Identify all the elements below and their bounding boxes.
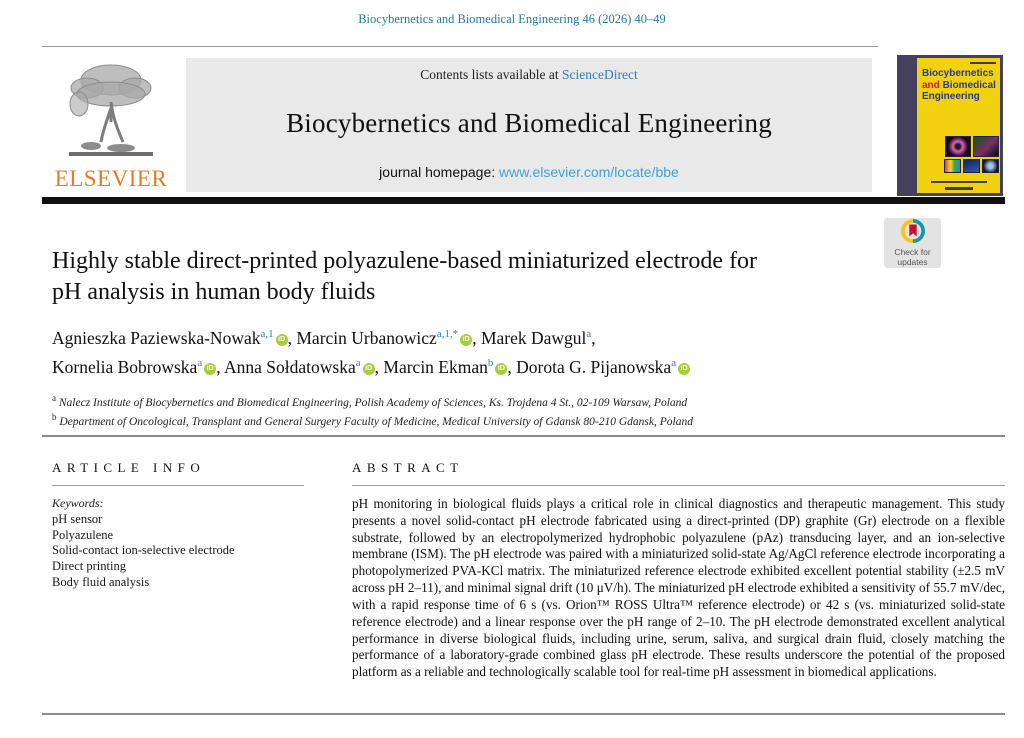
keyword-item: Solid-contact ion-selective electrode (52, 543, 235, 558)
crossmark-icon (901, 219, 925, 248)
journal-cover-front (917, 58, 1000, 193)
contents-line (420, 67, 637, 83)
check-for-updates-badge[interactable] (884, 218, 941, 268)
homepage-prefix: journal homepage: (379, 164, 500, 180)
author-sup: a (197, 357, 203, 370)
cover-image-grid (927, 136, 999, 175)
author-name: Kornelia Bobrowska (52, 357, 198, 378)
author-list (52, 324, 952, 382)
author-line-1: Agnieszka Paziewska-Nowak$^{a,1}$ iD , Marcin Urbanowicz$^{a,1,*}$ iD , Marek Dawgul$^a$, (52, 328, 596, 348)
author-name: Anna Sołdatowska (224, 357, 356, 378)
header-rule (42, 46, 878, 47)
author-name: Marek Dawgul (480, 328, 587, 348)
homepage-url-link[interactable]: www.elsevier.com/locate/bbe (499, 164, 679, 180)
section-divider-rule (42, 435, 1005, 437)
author-name: Agnieszka Paziewska-Nowak (52, 328, 261, 348)
author-sup: a,1,* (436, 328, 459, 341)
cover-publisher-line (945, 187, 973, 190)
footer-rule (42, 713, 1005, 715)
keyword-item: Polyazulene (52, 527, 114, 542)
author-sup: a (355, 357, 361, 370)
cover-thumbnail-scan-image (973, 136, 999, 157)
cover-title: Biocybernetics and Biomedical Engineering (922, 68, 996, 102)
elsevier-logo[interactable] (42, 56, 180, 192)
orcid-icon[interactable]: iD (276, 334, 288, 346)
abstract-rule (352, 485, 1005, 486)
author-sup: a (671, 357, 677, 370)
journal-cover[interactable] (897, 55, 1003, 196)
elsevier-tree-icon (61, 58, 161, 167)
cover-thumbnail-colormap-image (944, 159, 961, 173)
abstract-text: pH monitoring in biological fluids plays a critical role in clinical diagnostics and therapeutic management. This study presents a novel solid-contact pH electrode fabricated using a direct-printed (DP) graphite (Gr) electrode on a flexible substrate, followed by an electropolymerized hydrophobic polyazulene (pAz) transducing layer, and an ion-selective membrane (ISM). The pH electrode was paired with a miniaturized solid-state Ag/AgCl reference electrode incorporating a photopolymerized PVA-KCl matrix. The miniaturized reference electrode exhibited excellent potential stability (±2.5 mV across pH 2–11), and minimal signal drift (10 μV/h). The miniaturized pH electrode exhibited a sensitivity of 55.7 mV/dec, with a rapid response time of 6 s (vs. Orion™ ROSS Ultra™ reference electrode) or 42 s (vs. miniaturized solid-state reference electrode) and a linear response over the pH range of 2–10. The pH electrode demonstrated excellent analytical performance in diverse biological fluids, including urine, serum, saliva, and surgical drain fluid, closely matching the performance of a laboratory-grade combined glass pH electrode. These results underscore the potential of the proposed platform as a reliable and technologically scalable tool for real-time pH assessment in biomedical applications. (352, 496, 1005, 680)
orcid-icon[interactable]: iD (204, 363, 216, 375)
affiliation: $^a$ Nalecz Institute of Biocybernetics and Biomedical Engineering, Polish Academy of Sciences, Ks. Trojdena 4 St., 02-109 Warsaw, Poland (52, 393, 688, 409)
cover-footer-line (931, 181, 987, 183)
article-title: Highly stable direct-printed polyazulene-based miniaturized electrode for pH analysis in human body fluids (52, 248, 758, 306)
affiliation: $^b$ Department of Oncological, Transplant and General Surgery Faculty of Medicine, Medical University of Gdansk 80-210 Gdansk, Poland (52, 412, 693, 429)
author-name: Marcin Ekman (383, 357, 488, 378)
badge-label: Check for updates (894, 246, 931, 267)
cover-thumbnail-lungs-image (982, 159, 999, 173)
author-sup: b (487, 357, 494, 370)
abstract-section (352, 460, 1005, 681)
elsevier-wordmark: ELSEVIER (54, 166, 168, 191)
article-info-section (52, 460, 304, 590)
orcid-icon[interactable]: iD (363, 363, 375, 375)
article-info-heading: ARTICLE INFO (52, 460, 206, 475)
orcid-icon[interactable]: iD (678, 363, 690, 375)
author-sup: a,1 (260, 328, 274, 341)
cover-thumbnail-hand-image (963, 159, 980, 173)
journal-banner (186, 58, 872, 192)
author-name: Marcin Urbanowicz (296, 328, 437, 348)
author-line-2: Kornelia Bobrowska$^a$ iD , Anna Sołdatowska$^a$ iD , Marcin Ekman$^b$ iD , Dorota G. Pijanowska$^a$ iD (52, 353, 952, 382)
orcid-icon[interactable]: iD (460, 334, 472, 346)
cover-thumbnail-cell-image (945, 136, 971, 157)
keyword-item: pH sensor (52, 512, 103, 526)
keyword-item: Body fluid analysis (52, 574, 150, 589)
orcid-icon[interactable]: iD (495, 363, 507, 375)
affiliations (52, 392, 972, 431)
article-info-rule (52, 485, 304, 486)
journal-citation: Biocybernetics and Biomedical Engineering 46 (2026) 40–49 (358, 12, 666, 26)
masthead-divider-bar (42, 197, 1005, 204)
cover-issue-line (970, 62, 996, 64)
keyword-item: Direct printing (52, 558, 126, 573)
journal-title: Biocybernetics and Biomedical Engineering (286, 108, 772, 138)
author-name: Dorota G. Pijanowska (516, 357, 672, 378)
abstract-heading: ABSTRACT (352, 460, 464, 475)
homepage-line (379, 164, 679, 180)
contents-prefix: Contents lists available at (420, 67, 562, 82)
keywords-label: Keywords: (52, 496, 104, 510)
sciencedirect-link[interactable]: ScienceDirect (562, 67, 638, 82)
author-sup: a (586, 328, 592, 341)
